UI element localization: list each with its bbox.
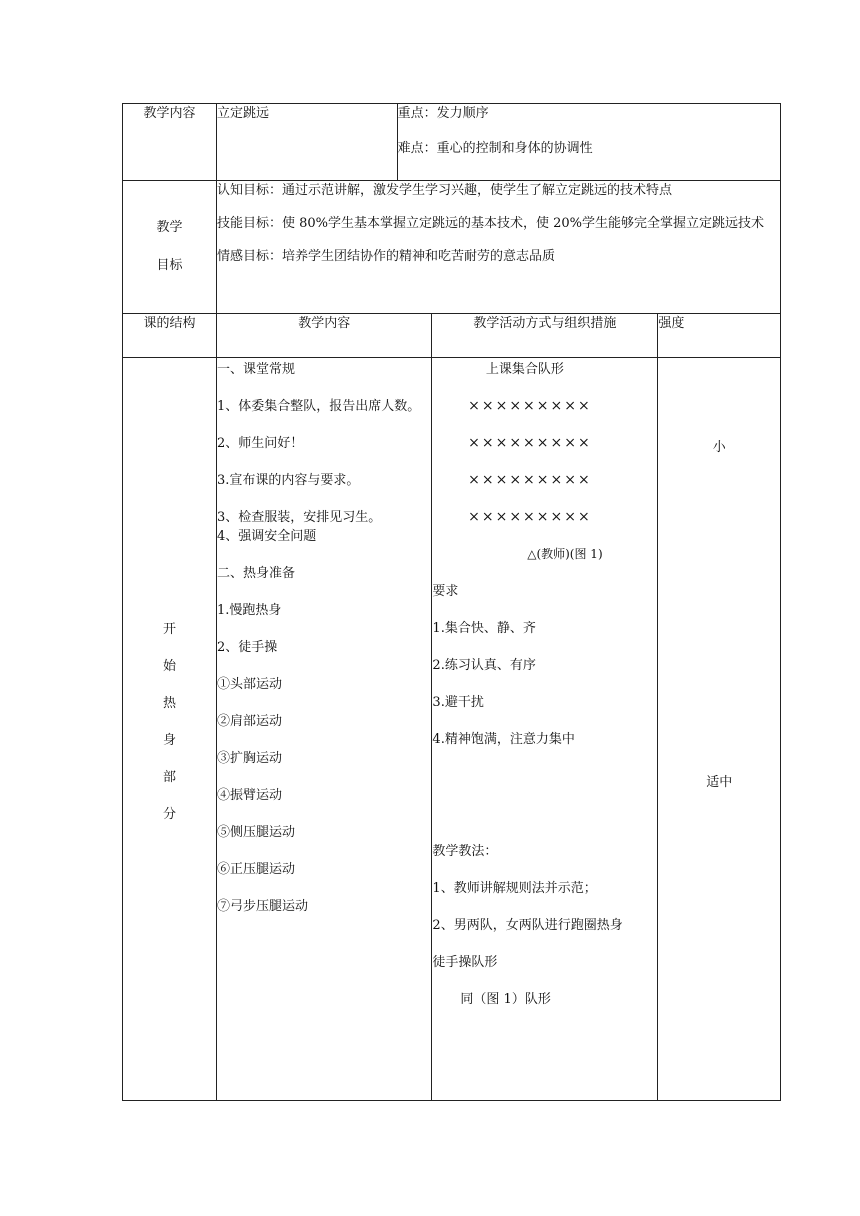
content-item: ①头部运动: [216, 677, 282, 692]
difficulty-point: 难点：重心的控制和身体的协调性: [397, 141, 593, 156]
content-item: 2、徒手操: [216, 640, 278, 655]
exercise-formation: 徒手操队形: [432, 955, 498, 970]
section-label-cell: [123, 358, 217, 1101]
section-label-char: 始: [162, 659, 176, 674]
objectives-label-line1: 教学: [156, 220, 183, 235]
column-header-row: [123, 314, 781, 358]
formation-title: 上课集合队形: [485, 362, 564, 377]
section-label-char: 身: [162, 733, 176, 748]
content-label-cell: [123, 104, 217, 181]
section-content-cell: [216, 358, 431, 1101]
requirement-item: 2.练习认真、有序: [432, 658, 536, 673]
objectives-label-cell: [123, 181, 217, 314]
objectives-text-cell: [216, 181, 780, 314]
content-item: 4、强调安全问题: [216, 529, 317, 544]
section-label: [123, 358, 216, 824]
formation-row: ×××××××××: [468, 509, 592, 525]
col-header-content: 教学内容: [216, 314, 431, 358]
content-item: ⑥正压腿运动: [216, 862, 295, 877]
section-label-char: 开: [162, 622, 176, 637]
content-item: 3.宣布课的内容与要求。: [216, 473, 360, 488]
section-intensity-cell: [658, 358, 781, 1101]
content-item: 1.慢跑热身: [216, 603, 282, 618]
skill-objective: 技能目标：使 80%学生基本掌握立定跳远的基本技术，使 20%学生能够完全掌握立定跳远技术: [216, 216, 765, 231]
section-methods-cell: [432, 358, 658, 1101]
formation-row: ×××××××××: [468, 472, 592, 488]
lesson-plan-table: [122, 103, 781, 1101]
col-header-methods: 教学活动方式与组织措施: [432, 314, 658, 358]
cognitive-objective: 认知目标：通过示范讲解，激发学生学习兴趣，使学生了解立定跳远的技术特点: [216, 183, 672, 198]
content-value-cell: [216, 104, 397, 181]
content-item: ⑦弓步压腿运动: [216, 899, 308, 914]
intensity-mid: 适中: [706, 775, 733, 790]
col-header-intensity: 强度: [658, 314, 781, 358]
warmup-section-row: [123, 358, 781, 1101]
content-item: 3、检查服装，安排见习生。: [216, 510, 382, 525]
col-header-structure: 课的结构: [123, 314, 217, 358]
header-row: [123, 104, 781, 181]
content-item: 1、体委集合整队，报告出席人数。: [216, 399, 421, 414]
content-item: 2、师生问好！: [216, 436, 304, 451]
requirement-item: 1.集合快、静、齐: [432, 621, 536, 636]
content-label: 教学内容: [143, 106, 196, 121]
content-item: ②肩部运动: [216, 714, 282, 729]
section-label-char: 分: [162, 807, 176, 822]
emotional-objective: 情感目标：培养学生团结协作的精神和吃苦耐劳的意志品质: [216, 249, 555, 264]
requirement-item: 3.避干扰: [432, 695, 484, 710]
content-item: ③扩胸运动: [216, 751, 282, 766]
objectives-label-line2: 目标: [156, 258, 183, 273]
same-formation: 同（图 1）队形: [460, 992, 551, 1007]
requirements-title: 要求: [432, 584, 459, 599]
content-item: 一、课堂常规: [216, 362, 295, 377]
intensity-low: 小: [712, 440, 726, 455]
content-item: 二、热身准备: [216, 566, 295, 581]
key-point: 重点：发力顺序: [397, 106, 489, 121]
formation-row: ×××××××××: [468, 398, 592, 414]
teacher-note: △(教师)(图 1): [527, 547, 603, 561]
formation-row: ×××××××××: [468, 435, 592, 451]
content-value: 立定跳远: [216, 106, 269, 121]
section-label-char: 热: [162, 696, 176, 711]
objectives-row: [123, 181, 781, 314]
section-label-char: 部: [162, 770, 176, 785]
key-points-cell: [397, 104, 780, 181]
methods-title: 教学教法：: [432, 844, 498, 859]
method-item: 1、教师讲解规则法并示范；: [432, 881, 597, 896]
method-item: 2、男两队，女两队进行跑圈热身: [432, 918, 623, 933]
content-item: ④振臂运动: [216, 788, 282, 803]
content-item: ⑤侧压腿运动: [216, 825, 295, 840]
requirement-item: 4.精神饱满，注意力集中: [432, 732, 575, 747]
